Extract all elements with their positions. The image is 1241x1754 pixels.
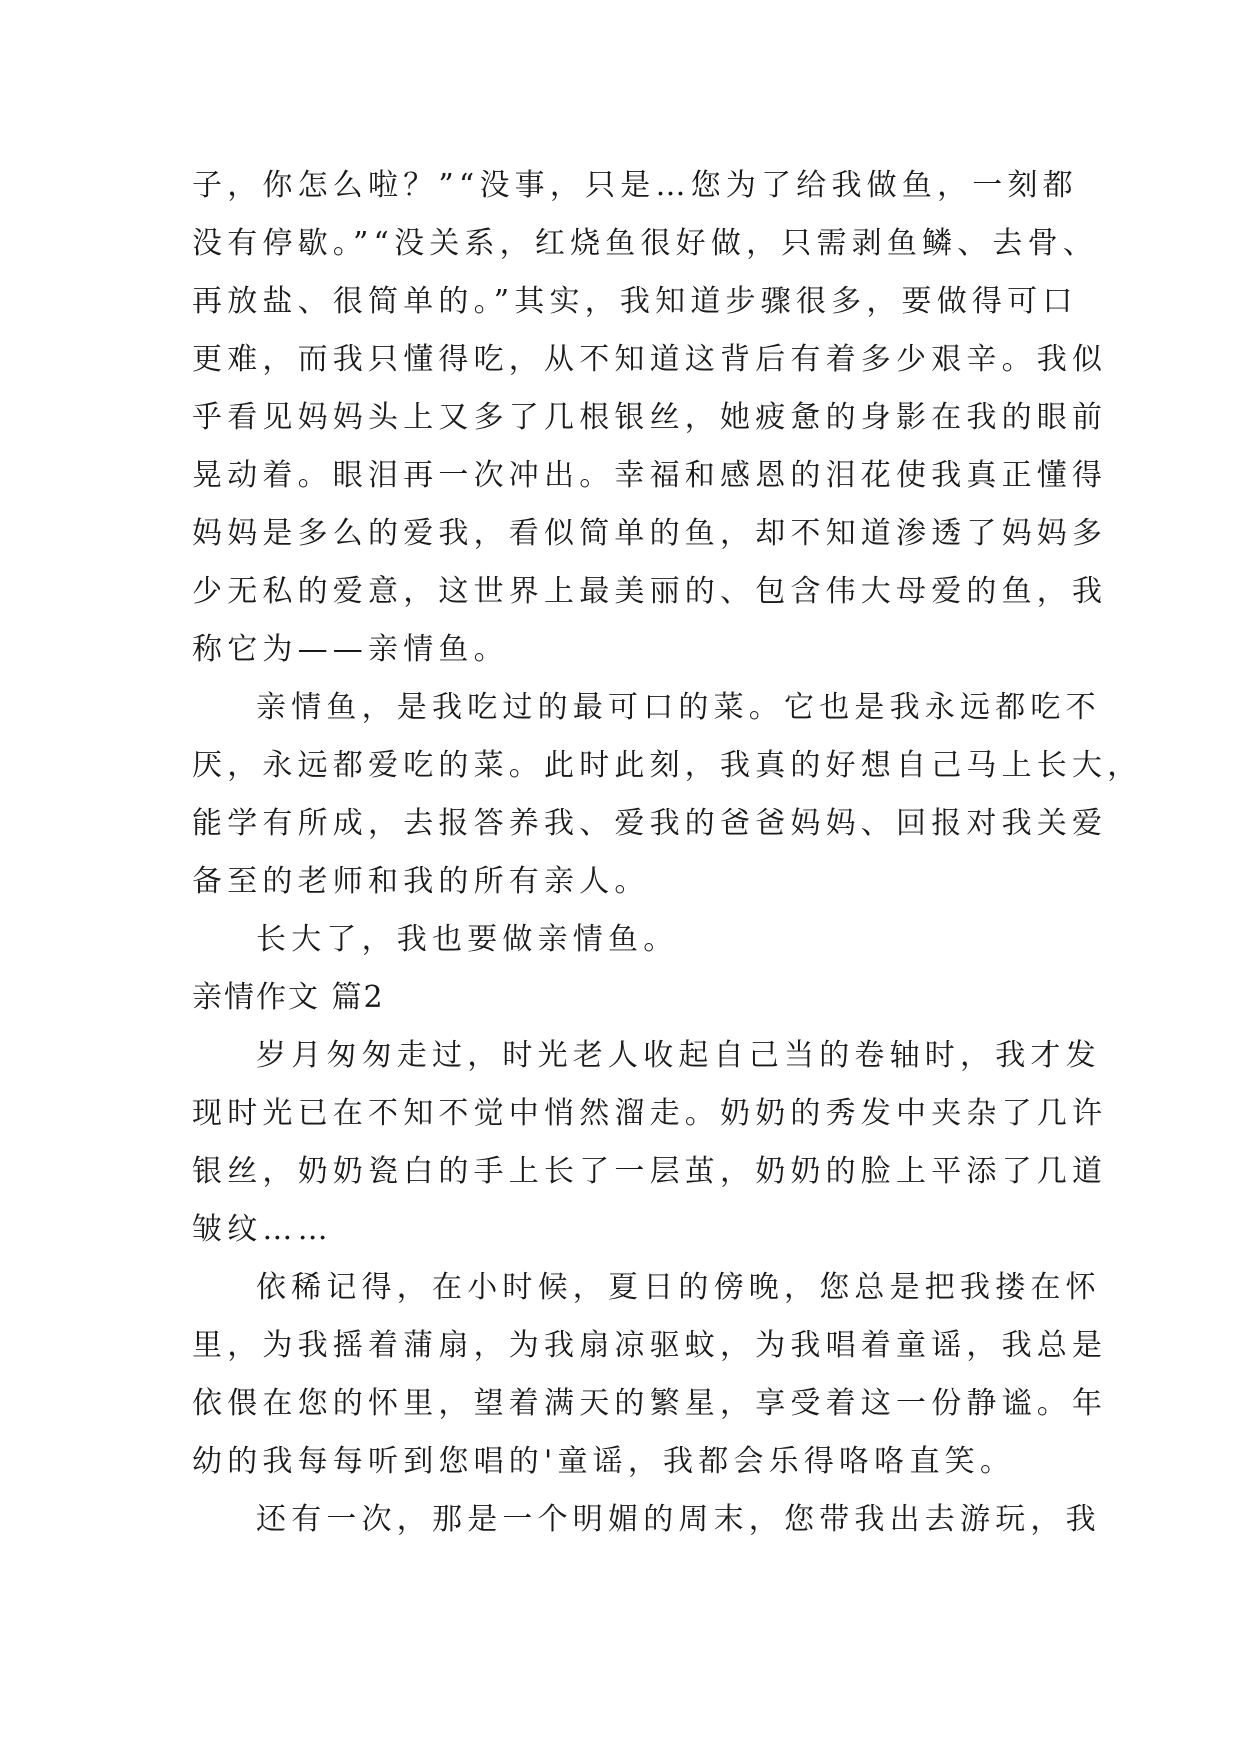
- text-line: 现时光已在不知不觉中悄然溜走。奶奶的秀发中夹杂了几许: [192, 1096, 1108, 1131]
- text-line: 没有停歇。”“没关系，红烧鱼很好做，只需剥鱼鳞、去骨、: [192, 226, 1099, 261]
- text-line: 依偎在您的怀里，望着满天的繁星，享受着这一份静谧。年: [192, 1386, 1108, 1421]
- text-line: 能学有所成，去报答养我、爱我的爸爸妈妈、回报对我关爱: [192, 806, 1108, 841]
- text-line: 再放盐、很简单的。”其实，我知道步骤很多，要做得可口: [192, 284, 1078, 319]
- paragraph-first-line: 长大了，我也要做亲情鱼。: [256, 922, 679, 957]
- text-line: 银丝，奶奶瓷白的手上长了一层茧，奶奶的脸上平添了几道: [192, 1154, 1108, 1189]
- paragraph-first-line: 亲情鱼，是我吃过的最可口的菜。它也是我永远都吃不: [256, 690, 1101, 725]
- text-line: 皱纹……: [192, 1212, 333, 1247]
- text-line: 里，为我摇着蒲扇，为我扇凉驱蚊，为我唱着童谣，我总是: [192, 1328, 1108, 1363]
- text-line: 晃动着。眼泪再一次冲出。幸福和感恩的泪花使我真正懂得: [192, 458, 1108, 493]
- paragraph-first-line: 依稀记得，在小时候，夏日的傍晚，您总是把我搂在怀: [256, 1270, 1101, 1305]
- text-line: 子，你怎么啦？”“没事，只是…您为了给我做鱼，一刻都: [192, 168, 1078, 203]
- text-line: 少无私的爱意，这世界上最美丽的、包含伟大母爱的鱼，我: [192, 574, 1108, 609]
- text-line: 幼的我每每听到您唱的'童谣，我都会乐得咯咯直笑。: [192, 1444, 1016, 1479]
- text-line: 更难，而我只懂得吃，从不知道这背后有着多少艰辛。我似: [192, 342, 1108, 377]
- text-line: 厌，永远都爱吃的菜。此时此刻，我真的好想自己马上长大，: [192, 748, 1143, 783]
- section-heading: 亲情作文 篇2: [192, 980, 385, 1015]
- text-line: 妈妈是多么的爱我，看似简单的鱼，却不知道渗透了妈妈多: [192, 516, 1108, 551]
- text-line: 称它为——亲情鱼。: [192, 632, 509, 667]
- paragraph-first-line: 岁月匆匆走过，时光老人收起自己当的卷轴时，我才发: [256, 1038, 1101, 1073]
- text-line: 备至的老师和我的所有亲人。: [192, 864, 650, 899]
- paragraph-first-line: 还有一次，那是一个明媚的周末，您带我出去游玩，我: [256, 1502, 1101, 1537]
- text-line: 乎看见妈妈头上又多了几根银丝，她疲惫的身影在我的眼前: [192, 400, 1108, 435]
